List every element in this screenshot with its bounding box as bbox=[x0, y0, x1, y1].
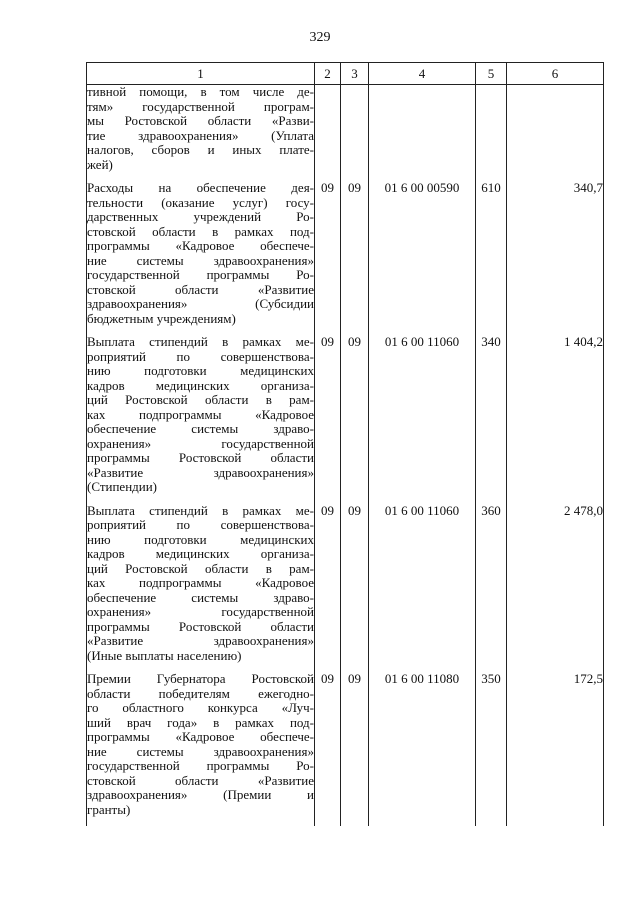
budget-table bbox=[86, 62, 604, 826]
description-line: Расходы на обеспечение дея- bbox=[87, 180, 314, 195]
column-header-4: 4 bbox=[369, 63, 476, 85]
expense-type-code: 360 bbox=[476, 504, 507, 673]
description-line: Премии Губернатора Ростовской bbox=[87, 671, 314, 686]
amount-value: 172,5 bbox=[507, 672, 604, 826]
subsection-code: 09 bbox=[341, 335, 369, 504]
description-line: тивной помощи, в том числе де- bbox=[87, 84, 314, 99]
description-line: ние системы здравоохранения» bbox=[87, 252, 314, 268]
description-line: стовской области «Развитие bbox=[87, 772, 314, 788]
description-line: охранения» государственной bbox=[87, 435, 314, 451]
description-line: дарственных учреждений Ро- bbox=[87, 209, 314, 224]
subsection-code: 09 bbox=[341, 181, 369, 335]
description-line: программы Ростовской области bbox=[87, 618, 314, 634]
description-line: «Развитие здравоохранения» bbox=[87, 464, 314, 480]
target-article-code: 01 6 00 11060 bbox=[369, 335, 476, 504]
description-line: (Стипендии) bbox=[87, 479, 158, 494]
description-line: тие здравоохранения» (Уплата bbox=[87, 127, 314, 143]
description-line: гранты) bbox=[87, 801, 131, 817]
empty-cell bbox=[341, 85, 369, 182]
row-description bbox=[87, 504, 315, 673]
section-code: 09 bbox=[315, 181, 341, 335]
row-description bbox=[87, 85, 315, 182]
description-line: налогов, сборов и иных плате- bbox=[87, 142, 314, 157]
row-description bbox=[87, 335, 315, 504]
description-line: здравоохранения» (Субсидии bbox=[87, 296, 314, 311]
target-article-code: 01 6 00 11080 bbox=[369, 672, 476, 826]
description-line: мы Ростовской области «Разви- bbox=[87, 113, 314, 128]
description-line: здравоохранения» (Премии и bbox=[87, 787, 314, 802]
empty-cell bbox=[507, 85, 604, 182]
description-line: тям» государственной програм- bbox=[87, 98, 314, 114]
target-article-code: 01 6 00 11060 bbox=[369, 504, 476, 673]
description-line: ках подпрограммы «Кадровое bbox=[87, 575, 314, 590]
description-line: государственной программы Ро- bbox=[87, 758, 314, 773]
description-line: области победителям ежегодно- bbox=[87, 685, 314, 701]
column-header-3: 3 bbox=[341, 63, 369, 85]
description-line: стовской области в рамках под- bbox=[87, 223, 314, 239]
amount-value: 340,7 bbox=[507, 181, 604, 335]
description-line: ший врач года» в рамках под- bbox=[87, 714, 314, 730]
description-line: Выплата стипендий в рамках ме- bbox=[87, 334, 314, 349]
description-line: роприятий по совершенствова- bbox=[87, 517, 314, 532]
description-line: государственной программы Ро- bbox=[87, 267, 314, 282]
description-line: нию подготовки медицинских bbox=[87, 531, 314, 547]
description-line: ках подпрограммы «Кадровое bbox=[87, 406, 314, 422]
description-line: ций Ростовской области в рам- bbox=[87, 392, 314, 407]
section-code: 09 bbox=[315, 672, 341, 826]
description-line: охранения» государственной bbox=[87, 604, 314, 619]
column-header-5: 5 bbox=[476, 63, 507, 85]
description-line: нию подготовки медицинских bbox=[87, 363, 314, 378]
subsection-code: 09 bbox=[341, 672, 369, 826]
column-header-1: 1 bbox=[87, 63, 315, 85]
row-description bbox=[87, 672, 315, 826]
description-line: программы Ростовской области bbox=[87, 450, 314, 465]
description-line: роприятий по совершенствова- bbox=[87, 348, 314, 364]
description-line: программы «Кадровое обеспече- bbox=[87, 238, 314, 253]
expense-type-code: 610 bbox=[476, 181, 507, 335]
description-line: программы «Кадровое обеспече- bbox=[87, 729, 314, 744]
empty-cell bbox=[315, 85, 341, 182]
target-article-code: 01 6 00 00590 bbox=[369, 181, 476, 335]
description-line: (Иные выплаты населению) bbox=[87, 647, 242, 663]
column-header-6: 6 bbox=[507, 63, 604, 85]
table-row bbox=[87, 504, 604, 673]
description-line: тельности (оказание услуг) госу- bbox=[87, 194, 314, 210]
expense-type-code: 350 bbox=[476, 672, 507, 826]
description-line: обеспечение системы здраво- bbox=[87, 589, 314, 605]
description-line: бюджетным учреждениям) bbox=[87, 310, 236, 326]
description-line: обеспечение системы здраво- bbox=[87, 421, 314, 436]
table-row bbox=[87, 335, 604, 504]
description-line: «Развитие здравоохранения» bbox=[87, 633, 314, 648]
description-line: кадров медицинских организа- bbox=[87, 377, 314, 393]
description-line: Выплата стипендий в рамках ме- bbox=[87, 502, 314, 518]
description-line: ние системы здравоохранения» bbox=[87, 743, 314, 759]
description-line: го областного конкурса «Луч- bbox=[87, 700, 314, 715]
empty-cell bbox=[369, 85, 476, 182]
section-code: 09 bbox=[315, 504, 341, 673]
section-code: 09 bbox=[315, 335, 341, 504]
row-description bbox=[87, 181, 315, 335]
table-row bbox=[87, 672, 604, 826]
description-line: жей) bbox=[87, 156, 113, 172]
amount-value: 1 404,2 bbox=[507, 335, 604, 504]
expense-type-code: 340 bbox=[476, 335, 507, 504]
page-number: 329 bbox=[309, 30, 331, 45]
table-header-row bbox=[87, 63, 604, 85]
description-line: кадров медицинских организа- bbox=[87, 546, 314, 561]
description-line: стовской области «Развитие bbox=[87, 281, 314, 297]
description-line: ций Ростовской области в рам- bbox=[87, 560, 314, 576]
table-row-continuation bbox=[87, 85, 604, 182]
amount-value: 2 478,0 bbox=[507, 504, 604, 673]
empty-cell bbox=[476, 85, 507, 182]
column-header-2: 2 bbox=[315, 63, 341, 85]
subsection-code: 09 bbox=[341, 504, 369, 673]
table-row bbox=[87, 181, 604, 335]
